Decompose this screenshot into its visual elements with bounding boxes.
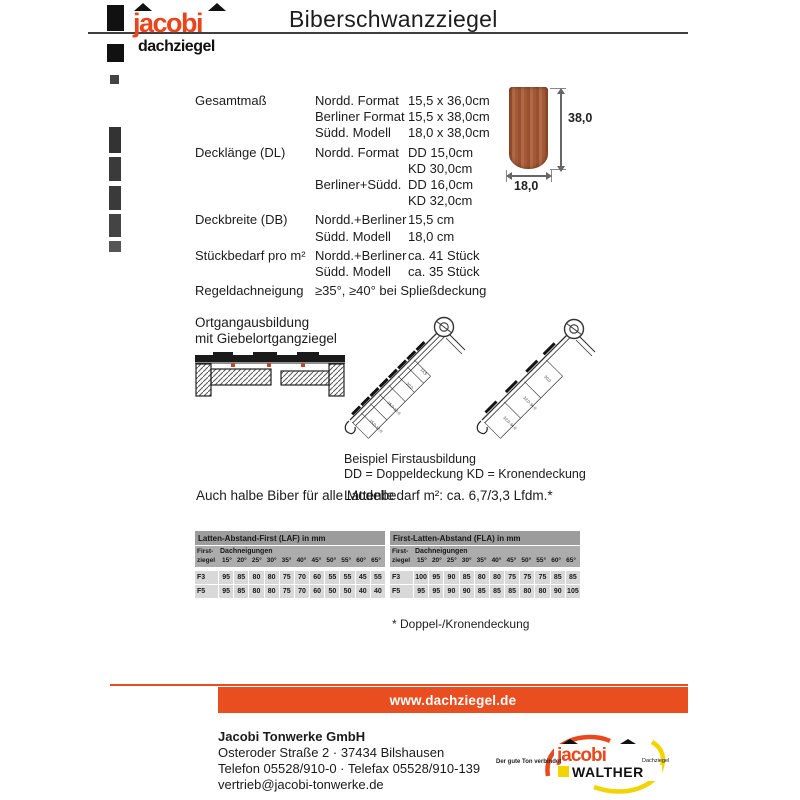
spec-value: DD 16,0cm (408, 177, 474, 193)
table-cell: 85 (566, 571, 580, 584)
company-phone: Telefon 05528/910-0 · Telefax 05528/910-139 (218, 761, 481, 776)
jacobi-walther-logo (492, 724, 692, 794)
width-dimension-line (511, 175, 547, 177)
logo-secondary: dachziegel (138, 38, 215, 55)
fla-table (390, 531, 580, 598)
table-cell: 45 (356, 571, 370, 584)
table-cell: 80 (475, 571, 489, 584)
roof-icon (620, 739, 636, 744)
tile-image (509, 87, 548, 169)
table-cell: 60 (310, 571, 324, 584)
table-cell: 90 (460, 585, 474, 598)
spec-key: Berliner+Südd. (315, 177, 402, 193)
ortgang-caption: Ortgangausbildung mit Giebelortgangziegel (195, 315, 337, 346)
spec-value: 15,5 cm (408, 212, 455, 228)
table-cell: 80 (490, 571, 504, 584)
row-header: F5 (390, 585, 413, 598)
website-link[interactable]: www.dachziegel.de (389, 692, 517, 708)
first-diagram-dd (342, 308, 467, 445)
spec-value: DD 15,0cm (408, 144, 474, 160)
table-cell: 100 (414, 571, 428, 584)
spec-key: ≥35°, ≥40° bei Spließdeckung (315, 283, 487, 299)
spec-value: 15,5 x 38,0cm (408, 109, 490, 125)
angle-header: 20° (431, 557, 442, 564)
table-cell: 85 (460, 571, 474, 584)
scan-mark (109, 157, 121, 181)
table-cell: 55 (371, 571, 385, 584)
angle-header: 25° (446, 557, 457, 564)
angle-header: 20° (236, 557, 247, 564)
table-title: Latten-Abstand-First (LAF) in mm (195, 531, 385, 546)
angle-header: 35° (281, 557, 292, 564)
height-dimension-line (560, 91, 562, 167)
first-diagram-kd (472, 308, 597, 445)
table-cell: 85 (234, 571, 248, 584)
svg-text:32,0-34,0: 32,0-34,0 (502, 415, 518, 431)
table-cell: 80 (265, 585, 279, 598)
table-cell: 85 (551, 571, 565, 584)
svg-text:14,9: 14,9 (419, 367, 429, 377)
row-header: F3 (195, 571, 218, 584)
spec-key: Südd. Modell (315, 228, 391, 244)
table-row (195, 585, 385, 598)
angle-header: 35° (476, 557, 487, 564)
table-cell: 95 (219, 585, 233, 598)
spec-label (195, 177, 315, 193)
angle-header: 50° (326, 557, 337, 564)
spec-label (195, 125, 315, 141)
spec-label (195, 193, 315, 209)
spec-value: ca. 35 Stück (408, 264, 480, 280)
angle-header: 40° (491, 557, 502, 564)
scan-mark (109, 127, 121, 153)
spec-key: Südd. Modell (315, 264, 391, 280)
row-header: F3 (390, 571, 413, 584)
svg-text:Der gute Ton verbindet: Der gute Ton verbindet (496, 759, 562, 765)
angle-header: 45° (311, 557, 322, 564)
table-cell: 85 (505, 585, 519, 598)
table-cell: 85 (234, 585, 248, 598)
table-row (390, 571, 580, 584)
table-cell: 90 (551, 585, 565, 598)
logo-primary: jacobi (133, 8, 203, 38)
table-row (195, 571, 385, 584)
table-cell: 90 (444, 571, 458, 584)
svg-text:Dachziegel: Dachziegel (642, 758, 670, 764)
table-cell: 70 (295, 585, 309, 598)
spec-label: Decklänge (DL) (195, 144, 286, 160)
angle-header: 40° (296, 557, 307, 564)
angle-header: 55° (341, 557, 352, 564)
table-cell: 85 (490, 585, 504, 598)
scan-mark (107, 5, 124, 31)
angle-header: 65° (566, 557, 576, 564)
angle-header: 25° (251, 557, 262, 564)
table-cell: 80 (249, 585, 263, 598)
spec-value: 18,0 cm (408, 228, 455, 244)
angle-header: 60° (551, 557, 562, 564)
svg-text:30,0: 30,0 (543, 374, 553, 384)
angle-header: 30° (266, 557, 277, 564)
scan-mark (109, 186, 121, 210)
table-header: First- Dachneigungen ziegel 15° 20° 25° 30° 35° 40° 45° 50° 55° 60° 65° (195, 546, 385, 567)
angle-header: 45° (506, 557, 517, 564)
spec-label: Gesamtmaß (195, 93, 267, 108)
table-row (390, 585, 580, 598)
banner-rule (110, 684, 688, 686)
spec-value: ca. 41 Stück (408, 247, 480, 263)
svg-text:15,0-16,0: 15,0-16,0 (386, 400, 402, 416)
spec-key: Südd. Modell (315, 125, 391, 141)
row-header: F5 (195, 585, 218, 598)
spec-value (408, 283, 685, 299)
table-cell: 70 (295, 571, 309, 584)
ortgang-diagram (193, 347, 348, 402)
svg-text:jacobi: jacobi (557, 745, 606, 766)
table-body (390, 571, 580, 598)
table-cell: 75 (280, 585, 294, 598)
arrow-right-icon (546, 172, 552, 180)
company-address: Osteroder Straße 2 · 37434 Bilshausen (218, 745, 445, 760)
angle-header: 30° (461, 557, 472, 564)
angle-header: 15° (222, 557, 232, 564)
spec-key: Nordd.+Berliner (315, 247, 407, 263)
table-footnote: * Doppel-/Kronendeckung (392, 617, 530, 631)
roof-icon (208, 3, 226, 11)
table-cell: 55 (340, 571, 354, 584)
url-banner (218, 687, 688, 713)
table-cell: 95 (219, 571, 233, 584)
tile-height-label: 38,0 (568, 111, 593, 125)
spec-label (195, 109, 315, 125)
table-cell: 105 (566, 585, 580, 598)
arrow-down-icon (557, 166, 565, 172)
spec-label (195, 229, 315, 245)
angle-header: 60° (356, 557, 367, 564)
spec-key (315, 161, 408, 177)
table-header: First- Dachneigungen ziegel 15° 20° 25° 30° 35° 40° 45° 50° 55° 60° 65° (390, 546, 580, 567)
spec-value: 15,5 x 36,0cm (408, 93, 490, 108)
table-cell: 75 (280, 571, 294, 584)
table-cell: 55 (325, 571, 339, 584)
spec-table (195, 93, 685, 299)
scan-mark (109, 241, 121, 252)
spec-key: Nordd. Format (315, 93, 399, 108)
svg-text:30,0: 30,0 (405, 381, 415, 391)
table-cell: 80 (249, 571, 263, 584)
table-cell: 50 (340, 585, 354, 598)
spec-key: Nordd.+Berliner (315, 212, 407, 228)
table-cell: 60 (310, 585, 324, 598)
table-cell: 95 (429, 571, 443, 584)
scan-mark (109, 214, 121, 237)
angle-header: 15° (417, 557, 427, 564)
table-body (195, 571, 385, 598)
company-name: Jacobi Tonwerke GmbH (218, 729, 366, 744)
scan-mark (107, 44, 124, 62)
spec-label (195, 161, 315, 177)
spec-label: Regeldachneigung (195, 283, 304, 299)
note-right: Lattenbedarf m²: ca. 6,7/3,3 Lfdm.* (344, 488, 553, 503)
spec-key: Berliner Format (315, 109, 405, 125)
tile-width-label: 18,0 (514, 179, 539, 193)
svg-text:32,0-34,0: 32,0-34,0 (522, 395, 538, 411)
spec-label: Stückbedarf pro m² (195, 247, 306, 263)
arrow-up-icon (557, 88, 565, 94)
table-cell: 50 (325, 585, 339, 598)
scan-mark (110, 75, 119, 84)
footer-contact (218, 729, 480, 793)
spec-value: 18,0 x 38,0cm (408, 125, 490, 141)
table-cell: 90 (444, 585, 458, 598)
svg-text:15,0-16,0: 15,0-16,0 (368, 418, 384, 434)
table-cell: 75 (520, 571, 534, 584)
table-title: First-Latten-Abstand (FLA) in mm (390, 531, 580, 546)
table-cell: 95 (414, 585, 428, 598)
table-cell: 95 (429, 585, 443, 598)
table-cell: 85 (475, 585, 489, 598)
angle-header: 55° (536, 557, 547, 564)
svg-text:WALTHER: WALTHER (572, 764, 644, 780)
company-email[interactable]: vertrieb@jacobi-tonwerke.de (218, 777, 384, 792)
jacobi-logo (131, 2, 241, 62)
angle-header: 50° (521, 557, 532, 564)
spec-label (195, 264, 315, 280)
spec-key (315, 193, 408, 209)
table-cell: 75 (535, 571, 549, 584)
spec-value: KD 32,0cm (408, 193, 473, 209)
arrow-left-icon (506, 172, 512, 180)
table-cell: 80 (535, 585, 549, 598)
table-cell: 80 (520, 585, 534, 598)
spec-key: Nordd. Format (315, 144, 399, 160)
laf-table (195, 531, 385, 598)
angle-header: 65° (371, 557, 381, 564)
page-title: Biberschwanzziegel (289, 6, 498, 32)
note-left: Auch halbe Biber für alle Modelle (196, 488, 395, 503)
spec-value: KD 30,0cm (408, 160, 473, 176)
table-cell: 40 (371, 585, 385, 598)
spec-label: Deckbreite (DB) (195, 212, 288, 228)
table-cell: 40 (356, 585, 370, 598)
table-cell: 75 (505, 571, 519, 584)
table-cell: 80 (265, 571, 279, 584)
first-caption: Beispiel Firstausbildung DD = Doppeldeckung KD = Kronendeckung (344, 452, 586, 481)
